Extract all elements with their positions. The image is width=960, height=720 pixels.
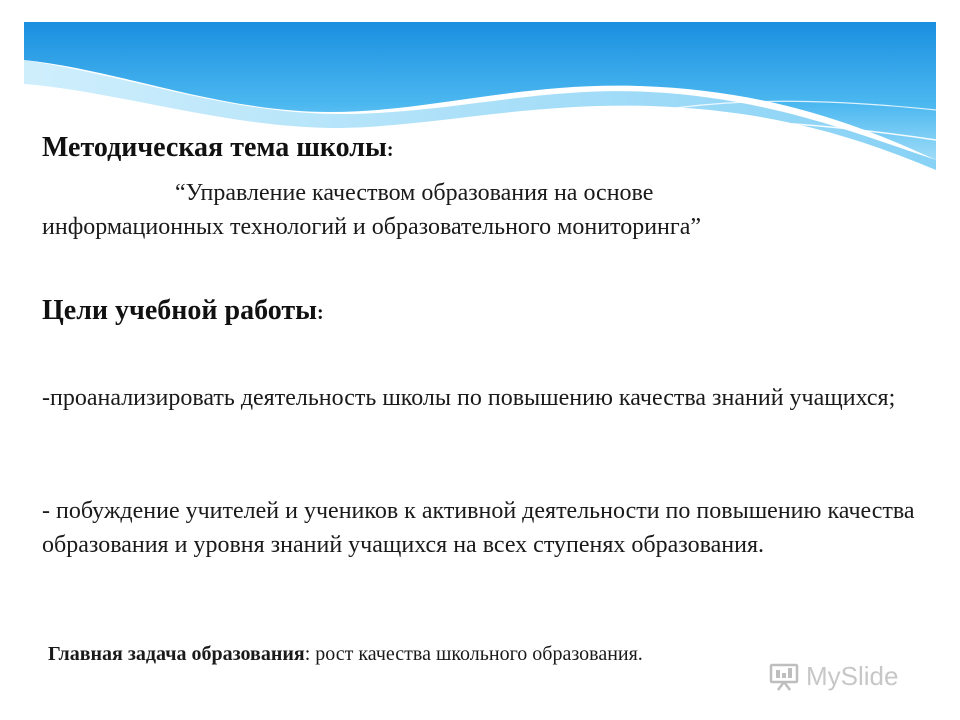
watermark-text: MySlide <box>806 660 899 691</box>
main-task-label: Главная задача образования <box>48 643 305 665</box>
theme-text <box>42 176 922 244</box>
heading-methodical-theme: Методическая тема школы: <box>42 132 394 163</box>
main-task <box>48 640 643 668</box>
theme-line-2: информационных технологий и образовательного мониторинга” <box>42 214 702 240</box>
goal-item-analyze: -проанализировать деятельность школы по повышению качества знаний учащихся; <box>42 385 896 411</box>
theme-line-1: “Управление качеством образования на основе <box>175 180 654 206</box>
main-task-text: : рост качества школьного образования. <box>304 643 643 665</box>
presentation-board-icon <box>768 660 800 692</box>
myslide-watermark <box>768 658 928 694</box>
goal-item-motivate: - побуждение учителей и учеников к активной деятельности по повышению качества образования и уровня знаний учащихся на всех ступенях образования. <box>42 498 915 558</box>
heading-study-goals: Цели учебной работы: <box>42 295 324 326</box>
